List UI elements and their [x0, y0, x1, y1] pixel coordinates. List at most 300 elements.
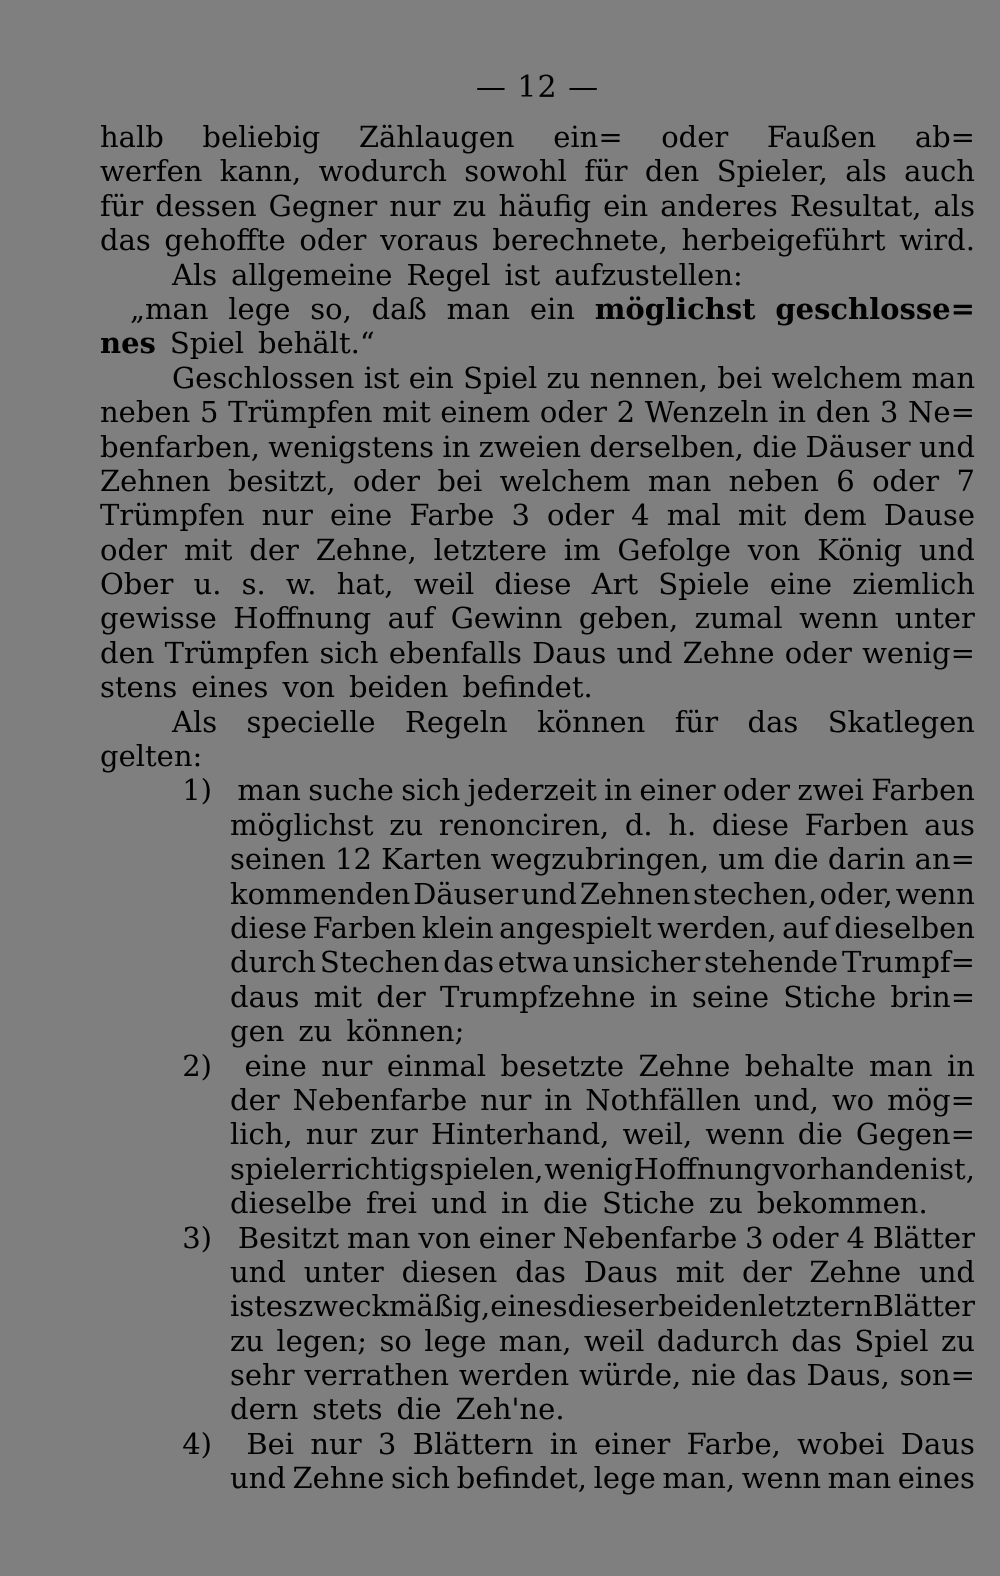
list-number: 2) [182, 1048, 212, 1083]
text-line [100, 980, 975, 1014]
word: man [346, 1220, 411, 1255]
word: Zehnen [100, 463, 211, 498]
word: dadurch [656, 1323, 779, 1358]
word: bei [437, 463, 483, 498]
word: das [745, 1358, 797, 1393]
word: den [644, 154, 700, 189]
word: werfen [100, 154, 203, 189]
word: Stiche [601, 1186, 695, 1221]
word: unsicher [572, 945, 701, 980]
word: renonciren, [438, 807, 610, 842]
word: einem [440, 395, 531, 430]
word: u. [193, 567, 222, 602]
text-line [100, 1083, 975, 1117]
word: werden, [657, 910, 777, 945]
text-line [100, 842, 975, 876]
word: Gewinn [450, 601, 563, 636]
word: stehende [704, 945, 839, 980]
word: nie [691, 1358, 737, 1393]
word: seine [691, 979, 770, 1014]
word: Nothfällen [585, 1082, 741, 1117]
word: lege [228, 291, 291, 326]
word: nur [321, 1048, 373, 1083]
word: einer [639, 773, 716, 808]
word: sowohl [464, 154, 567, 189]
word: Karten [381, 842, 482, 877]
word: 3 [511, 498, 530, 533]
word: 6 [836, 463, 855, 498]
word: von [282, 670, 335, 705]
word: zu [298, 1014, 333, 1049]
word: für [100, 188, 144, 223]
word: Zählaugen [358, 120, 515, 154]
word: zu [389, 807, 424, 842]
word: ein= [553, 120, 623, 154]
word: man [446, 291, 511, 326]
word: Spieler, [716, 154, 828, 189]
word: der [230, 1082, 280, 1117]
word: und [919, 429, 975, 464]
word: benfarben, [100, 429, 260, 464]
word: lege [424, 1323, 487, 1358]
word: daß [371, 291, 427, 326]
text-line [100, 1152, 975, 1186]
word: diese [711, 807, 789, 842]
word: möglichst [594, 291, 756, 326]
word: „man [130, 291, 209, 326]
word: der [741, 1254, 792, 1289]
word: Geschlossen [172, 360, 355, 395]
word: und [919, 1254, 975, 1289]
word: mit [675, 1254, 725, 1289]
book-page [100, 68, 975, 1548]
word: Zehne, [315, 532, 417, 567]
word: d. [624, 807, 653, 842]
word: wegzubringen, [490, 842, 710, 877]
word: welchem [771, 360, 903, 395]
word: auf [782, 910, 829, 945]
word: Zehne [292, 1461, 385, 1496]
text-line [100, 705, 975, 739]
word: wenig [544, 1151, 633, 1186]
word: werden [458, 1358, 570, 1393]
text-line [100, 773, 975, 807]
word: unter [303, 1254, 384, 1289]
word: Faußen [766, 120, 877, 154]
word: in [442, 429, 471, 464]
word: dieselben [834, 910, 975, 945]
word: darin [827, 842, 906, 877]
word: Blätter [872, 1289, 975, 1324]
word: voraus [380, 223, 479, 258]
text-line [100, 395, 975, 429]
word: Hinterhand, [431, 1117, 610, 1152]
word: diese [230, 910, 308, 945]
word: nur [261, 498, 313, 533]
word: Däuser [413, 876, 519, 911]
word: 7 [956, 463, 975, 498]
word: mög= [887, 1082, 975, 1117]
word: Farben [871, 773, 975, 808]
word: angespielt [499, 910, 652, 945]
word: Farbe, [686, 1426, 781, 1461]
word: 4 [846, 1220, 865, 1255]
word: an= [914, 842, 975, 877]
word: den [815, 395, 871, 430]
text-line [100, 739, 975, 773]
text-line [100, 1255, 975, 1289]
word: das [747, 704, 799, 739]
word: 4 [631, 498, 650, 533]
word: nur [389, 188, 441, 223]
word: daus [230, 979, 300, 1014]
word: oder [299, 223, 367, 258]
word: spielen, [429, 1151, 544, 1186]
word: in [501, 1186, 529, 1221]
word: eine [329, 498, 393, 533]
word: und [616, 635, 673, 670]
word: Trumpf= [841, 945, 975, 980]
word: die [542, 1186, 588, 1221]
word: behält.“ [258, 326, 375, 361]
word: dieselbe [230, 1186, 353, 1221]
list-number: 4) [182, 1426, 212, 1461]
word: eines [490, 1289, 568, 1324]
word: oder [352, 463, 420, 498]
word: neben [100, 395, 191, 430]
word: oder [872, 463, 940, 498]
word: nur [305, 1117, 357, 1152]
word: wenn [705, 1117, 785, 1152]
word: ist [504, 257, 541, 292]
word: können [537, 704, 646, 739]
word: Wenzeln [644, 395, 769, 430]
text-line [100, 877, 975, 911]
word: im [563, 532, 601, 567]
word: 12 [335, 842, 372, 877]
word: in [946, 1048, 975, 1083]
word: Gefolge [617, 532, 731, 567]
word: wenn [895, 876, 975, 911]
word: für [584, 154, 628, 189]
word: der [249, 532, 299, 567]
word: neben [728, 463, 819, 498]
word: Daus, [806, 1358, 890, 1393]
word: man [647, 463, 712, 498]
word: oder, [819, 876, 893, 911]
word: stets [312, 1392, 383, 1427]
text-line [100, 1186, 975, 1220]
word: ziemlich [852, 567, 975, 602]
word: wenn [799, 601, 879, 636]
word: Farben [804, 807, 909, 842]
word: weil [583, 1323, 645, 1358]
word: s. [241, 567, 266, 602]
text-line [100, 1221, 975, 1255]
word: Blätter [872, 1220, 975, 1255]
word: Däuser [805, 429, 911, 464]
word: Zeh'ne. [455, 1392, 565, 1427]
text-line [100, 1324, 975, 1358]
word: unter [894, 601, 975, 636]
word: Gegner [268, 188, 378, 223]
word: in [649, 979, 678, 1014]
word: beiden [348, 670, 449, 705]
word: so, [310, 291, 352, 326]
word: nur [480, 1082, 532, 1117]
word: zu [940, 1323, 975, 1358]
word: son= [899, 1358, 975, 1393]
word: und, [753, 1082, 819, 1117]
word: anderes [660, 188, 778, 223]
word: Zehne [682, 635, 775, 670]
word: legen; [276, 1323, 368, 1358]
word: der [376, 979, 426, 1014]
word: sich [319, 635, 379, 670]
text-line [100, 154, 975, 188]
word: letztern [757, 1289, 873, 1324]
word: dessen [155, 188, 257, 223]
word: Spiel [169, 326, 245, 361]
word: zu [708, 1186, 743, 1221]
text-line [100, 498, 975, 532]
page-number: — 12 — [475, 70, 600, 105]
word: mal [666, 498, 721, 533]
word: einer [594, 1426, 671, 1461]
word: zweckmäßig, [297, 1289, 491, 1324]
word: oder [100, 532, 168, 567]
text-line [100, 670, 975, 704]
word: würde, [578, 1358, 682, 1393]
word: weil, [622, 1117, 693, 1152]
page-body [100, 120, 975, 1496]
text-line [100, 1049, 975, 1083]
word: 3 [377, 1426, 397, 1461]
word: bekommen. [756, 1186, 928, 1221]
word: zur [370, 1117, 418, 1152]
word: den [100, 635, 155, 670]
word: oder [547, 498, 615, 533]
word: 3 [745, 1220, 764, 1255]
word: aus [924, 807, 975, 842]
word: Daus [900, 1426, 975, 1461]
word: bei [717, 360, 763, 395]
word: Spiel [463, 360, 538, 395]
word: das [443, 945, 495, 980]
word: wenigstens [268, 429, 435, 464]
word: zu [452, 188, 487, 223]
word: 5 [199, 395, 219, 430]
word: specielle [246, 704, 376, 739]
word: 2 [616, 395, 636, 430]
text-line [100, 1358, 975, 1392]
word: wobei [797, 1426, 885, 1461]
word: allgemeine [231, 257, 393, 292]
word: oder [661, 120, 729, 154]
text-line [100, 1014, 975, 1048]
word: als [933, 188, 975, 223]
word: Spiele [658, 567, 750, 602]
word: mit [737, 498, 787, 533]
word: gewisse [100, 601, 217, 636]
word: dem [803, 498, 867, 533]
word: das [100, 223, 151, 258]
text-line [100, 567, 975, 601]
word: man [827, 1461, 892, 1496]
word: mit [382, 395, 431, 430]
word: die [797, 1117, 843, 1152]
word: von [747, 532, 801, 567]
word: derselben, [589, 429, 744, 464]
word: Als [172, 257, 218, 292]
text-line [100, 636, 975, 670]
word: einer [478, 1220, 555, 1255]
word: in [604, 773, 633, 808]
word: oder [784, 635, 852, 670]
word: gelten: [100, 739, 203, 774]
word: Blättern [412, 1426, 534, 1461]
word: Regel [406, 257, 491, 292]
word: können; [346, 1014, 465, 1049]
text-line [100, 533, 975, 567]
word: aufzustellen: [554, 257, 743, 292]
word: und [521, 876, 577, 911]
word: befindet. [462, 670, 593, 705]
word: wenn [741, 1461, 822, 1496]
word: eines [897, 1461, 975, 1496]
word: zwei [797, 773, 864, 808]
word: Hoffnung [633, 1151, 772, 1186]
word: sich [390, 1461, 451, 1496]
text-line [100, 292, 975, 326]
text-line [100, 464, 975, 498]
text-line [100, 258, 975, 292]
word: gen [230, 1014, 285, 1049]
word: diese [494, 567, 572, 602]
word: und [230, 1254, 286, 1289]
word: besitzt, [227, 463, 336, 498]
text-line [100, 1427, 975, 1461]
word: Zehne [638, 1048, 731, 1083]
word: als [845, 154, 887, 189]
text-line [100, 326, 975, 360]
word: mit [183, 532, 233, 567]
word: dieser [567, 1289, 659, 1324]
word: wo [831, 1082, 875, 1117]
word: zu [230, 1323, 264, 1358]
word: Daus [583, 1254, 658, 1289]
word: behalte [744, 1048, 855, 1083]
word: das [515, 1254, 566, 1289]
word: klein [421, 910, 494, 945]
text-line [100, 945, 975, 979]
word: man, [498, 1323, 572, 1358]
word: Stiche [783, 979, 877, 1014]
word: stens [100, 670, 178, 705]
word: gehoffte [164, 223, 286, 258]
word: man [911, 360, 975, 395]
word: sich [401, 773, 461, 808]
text-line [100, 601, 975, 635]
word: diesen [401, 1254, 498, 1289]
word: Zehnen [579, 876, 691, 911]
word: auch [904, 154, 975, 189]
word: zweien [478, 429, 582, 464]
word: in [778, 395, 807, 430]
word: und [431, 1186, 488, 1221]
text-line [100, 1392, 975, 1426]
word: herbeigeführt [681, 223, 886, 258]
word: wenig= [862, 635, 975, 670]
word: jederzeit [467, 773, 597, 808]
word: Farbe [409, 498, 495, 533]
word: Dause [883, 498, 975, 533]
word: vorhanden [772, 1151, 930, 1186]
word: letztere [433, 532, 547, 567]
word: die [752, 429, 798, 464]
word: welchem [499, 463, 631, 498]
word: mit [313, 979, 363, 1014]
word: ist [230, 1289, 266, 1324]
word: halb [100, 120, 164, 154]
word: nes [100, 326, 156, 361]
word: ein [603, 188, 649, 223]
word: dern [230, 1392, 299, 1427]
word: Ne= [908, 395, 975, 430]
word: etwa [497, 945, 569, 980]
text-line [100, 911, 975, 945]
word: Besitzt [237, 1220, 340, 1255]
word: Art [591, 567, 639, 602]
word: suche [308, 773, 394, 808]
word: Trumpfzehne [439, 979, 636, 1014]
word: Trümpfen [100, 498, 245, 533]
text-line [100, 223, 975, 257]
word: für [674, 704, 719, 739]
word: geben, [578, 601, 679, 636]
word: um [718, 842, 765, 877]
word: Nebenfarbe [562, 1220, 738, 1255]
text-line [100, 361, 975, 395]
text-line [100, 430, 975, 464]
word: Trümpfen [228, 395, 373, 430]
word: auf [387, 601, 435, 636]
word: Gegen= [855, 1117, 975, 1152]
word: eines [191, 670, 269, 705]
word: Bei [246, 1426, 295, 1461]
word: ein [529, 291, 575, 326]
text-line [100, 120, 975, 154]
word: Als [172, 704, 218, 739]
word: man, [662, 1461, 736, 1496]
word: eine [769, 567, 833, 602]
word: w. [285, 567, 317, 602]
word: eine [244, 1048, 307, 1083]
text-line [100, 1117, 975, 1151]
text-line [100, 189, 975, 223]
word: durch [230, 945, 317, 980]
word: von [418, 1220, 471, 1255]
word: zu [546, 360, 581, 395]
word: ebenfalls [388, 635, 522, 670]
word: in [549, 1426, 578, 1461]
word: häufig [498, 188, 592, 223]
word: kommenden [230, 876, 411, 911]
word: die [773, 842, 819, 877]
word: die [396, 1392, 442, 1427]
word: befindet, [456, 1461, 588, 1496]
word: ist [363, 360, 400, 395]
